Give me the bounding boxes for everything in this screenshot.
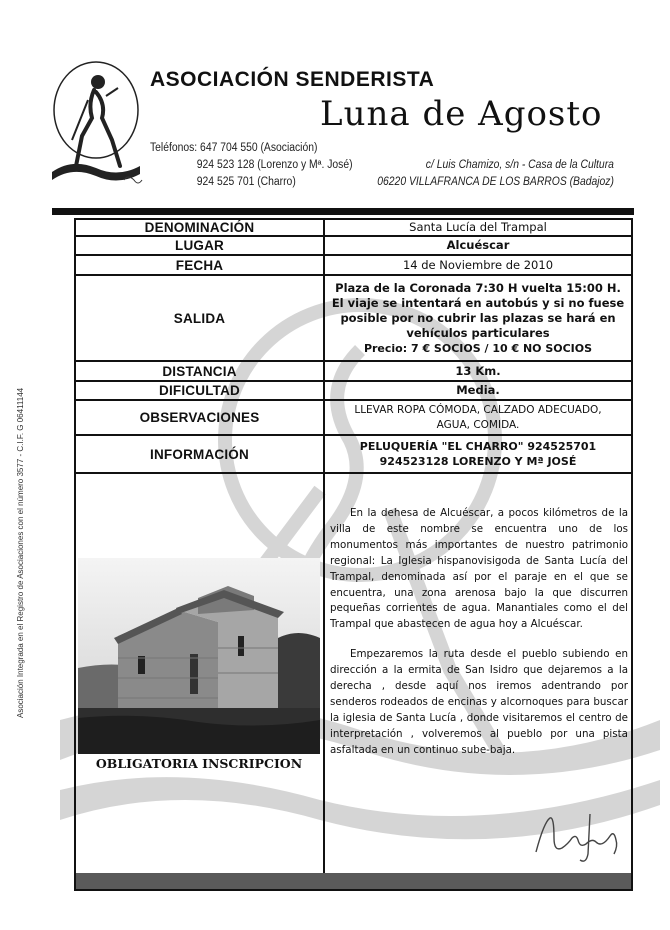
phone-line: 924 523 128 (Lorenzo y Mª. José) (196, 159, 353, 171)
row-label: OBSERVACIONES (139, 410, 260, 425)
salida-line: El viaje se intentará en autobús y si no fuese (331, 295, 625, 310)
phone-line: 924 525 701 (Charro) (196, 176, 296, 188)
description-paragraph: En la dehesa de Alcuéscar, a pocos kilómetros de la villa de este nombre se encuentra uno de los monumentos más importantes de nuestro patrimonio regional: La Iglesia hispanovisigoda de Santa Lucía del Trampal, denominada así por el paraje en el que se encuentra, una zona arenosa bajo la que discurren pequeñas corrientes de agua. Manantiales como el del Trampal que abastecen de agua hoy a Alcuéscar. (330, 507, 628, 631)
row-value: 14 de Noviembre de 2010 (402, 257, 554, 272)
informacion-line: PELUQUERÍA "EL CHARRO" 924525701 (359, 440, 597, 453)
informacion-line: 924523128 LORENZO Y Mª JOSÉ (379, 455, 577, 468)
salida-price: Precio: 7 € SOCIOS / 10 € NO SOCIOS (363, 341, 593, 355)
phone-list (150, 140, 353, 191)
row-label: DENOMINACIÓN (144, 220, 255, 235)
row-label: SALIDA (173, 310, 226, 326)
row-label: DISTANCIA (162, 363, 237, 379)
address-line: 06220 VILLAFRANCA DE LOS BARROS (Badajoz) (377, 176, 614, 188)
row-label: DIFICULTAD (159, 383, 240, 398)
organization-name: ASOCIACIÓN SENDERISTA (150, 68, 435, 91)
table-row-distancia (76, 362, 631, 382)
table-row-informacion (76, 436, 631, 474)
phone-line: Teléfonos: 647 704 550 (Asociación) (150, 142, 318, 154)
table-row-lugar (76, 237, 631, 256)
description-paragraph: Empezaremos la ruta desde el pueblo subiendo en dirección a la ermita de San Isidro que dejaremos a la derecha , desde aquí nos iremos adentrando por senderos rodeados de encinas y alcornoques para buscar la iglesia de Santa Lucía , donde visitaremos el centro de interpretación , volveremos al pueblo por una pista asfaltada en un continuo sube-baja. (330, 648, 628, 756)
row-value (325, 276, 631, 360)
row-value (325, 436, 631, 472)
salida-line: vehículos particulares (406, 325, 550, 340)
table-row-fecha (76, 256, 631, 276)
observaciones-line: AGUA, COMIDA. (436, 418, 520, 431)
header-divider (52, 208, 634, 215)
observaciones-line: LLEVAR ROPA CÓMODA, CALZADO ADECUADO, (354, 403, 602, 416)
row-value (325, 401, 631, 434)
organization-subname: Luna de Agosto (320, 94, 603, 134)
registration-note: Asociación Integrada en el Registro de Asociaciones con el número 3577 - C.I.F. G 06411144 (16, 387, 25, 718)
signature-icon (530, 808, 625, 868)
row-value: Alcuéscar (446, 238, 510, 252)
row-value: 13 Km. (455, 363, 501, 378)
salida-line: Plaza de la Coronada 7:30 H vuelta 15:00 H. (335, 280, 621, 295)
table-row-dificultad (76, 382, 631, 401)
table-row-observaciones (76, 401, 631, 436)
salida-line: posible por no cubrir las plazas se hará en (340, 310, 616, 325)
footer-bar (76, 873, 631, 889)
row-label: INFORMACIÓN (150, 446, 249, 462)
hiker-logo-icon (48, 52, 144, 192)
row-value: Media. (456, 383, 500, 397)
row-label: FECHA (175, 257, 224, 273)
photo-caption: OBLIGATORIA INSCRIPCION (95, 756, 303, 771)
table-row-salida (76, 276, 631, 362)
table-row-denominacion (76, 220, 631, 237)
route-description (330, 506, 628, 773)
address-line: c/ Luis Chamizo, s/n - Casa de la Cultura (425, 159, 614, 171)
postal-address (377, 157, 614, 191)
row-value: Santa Lucía del Trampal (409, 220, 547, 234)
row-label: LUGAR (175, 238, 224, 253)
church-photo (78, 558, 320, 754)
